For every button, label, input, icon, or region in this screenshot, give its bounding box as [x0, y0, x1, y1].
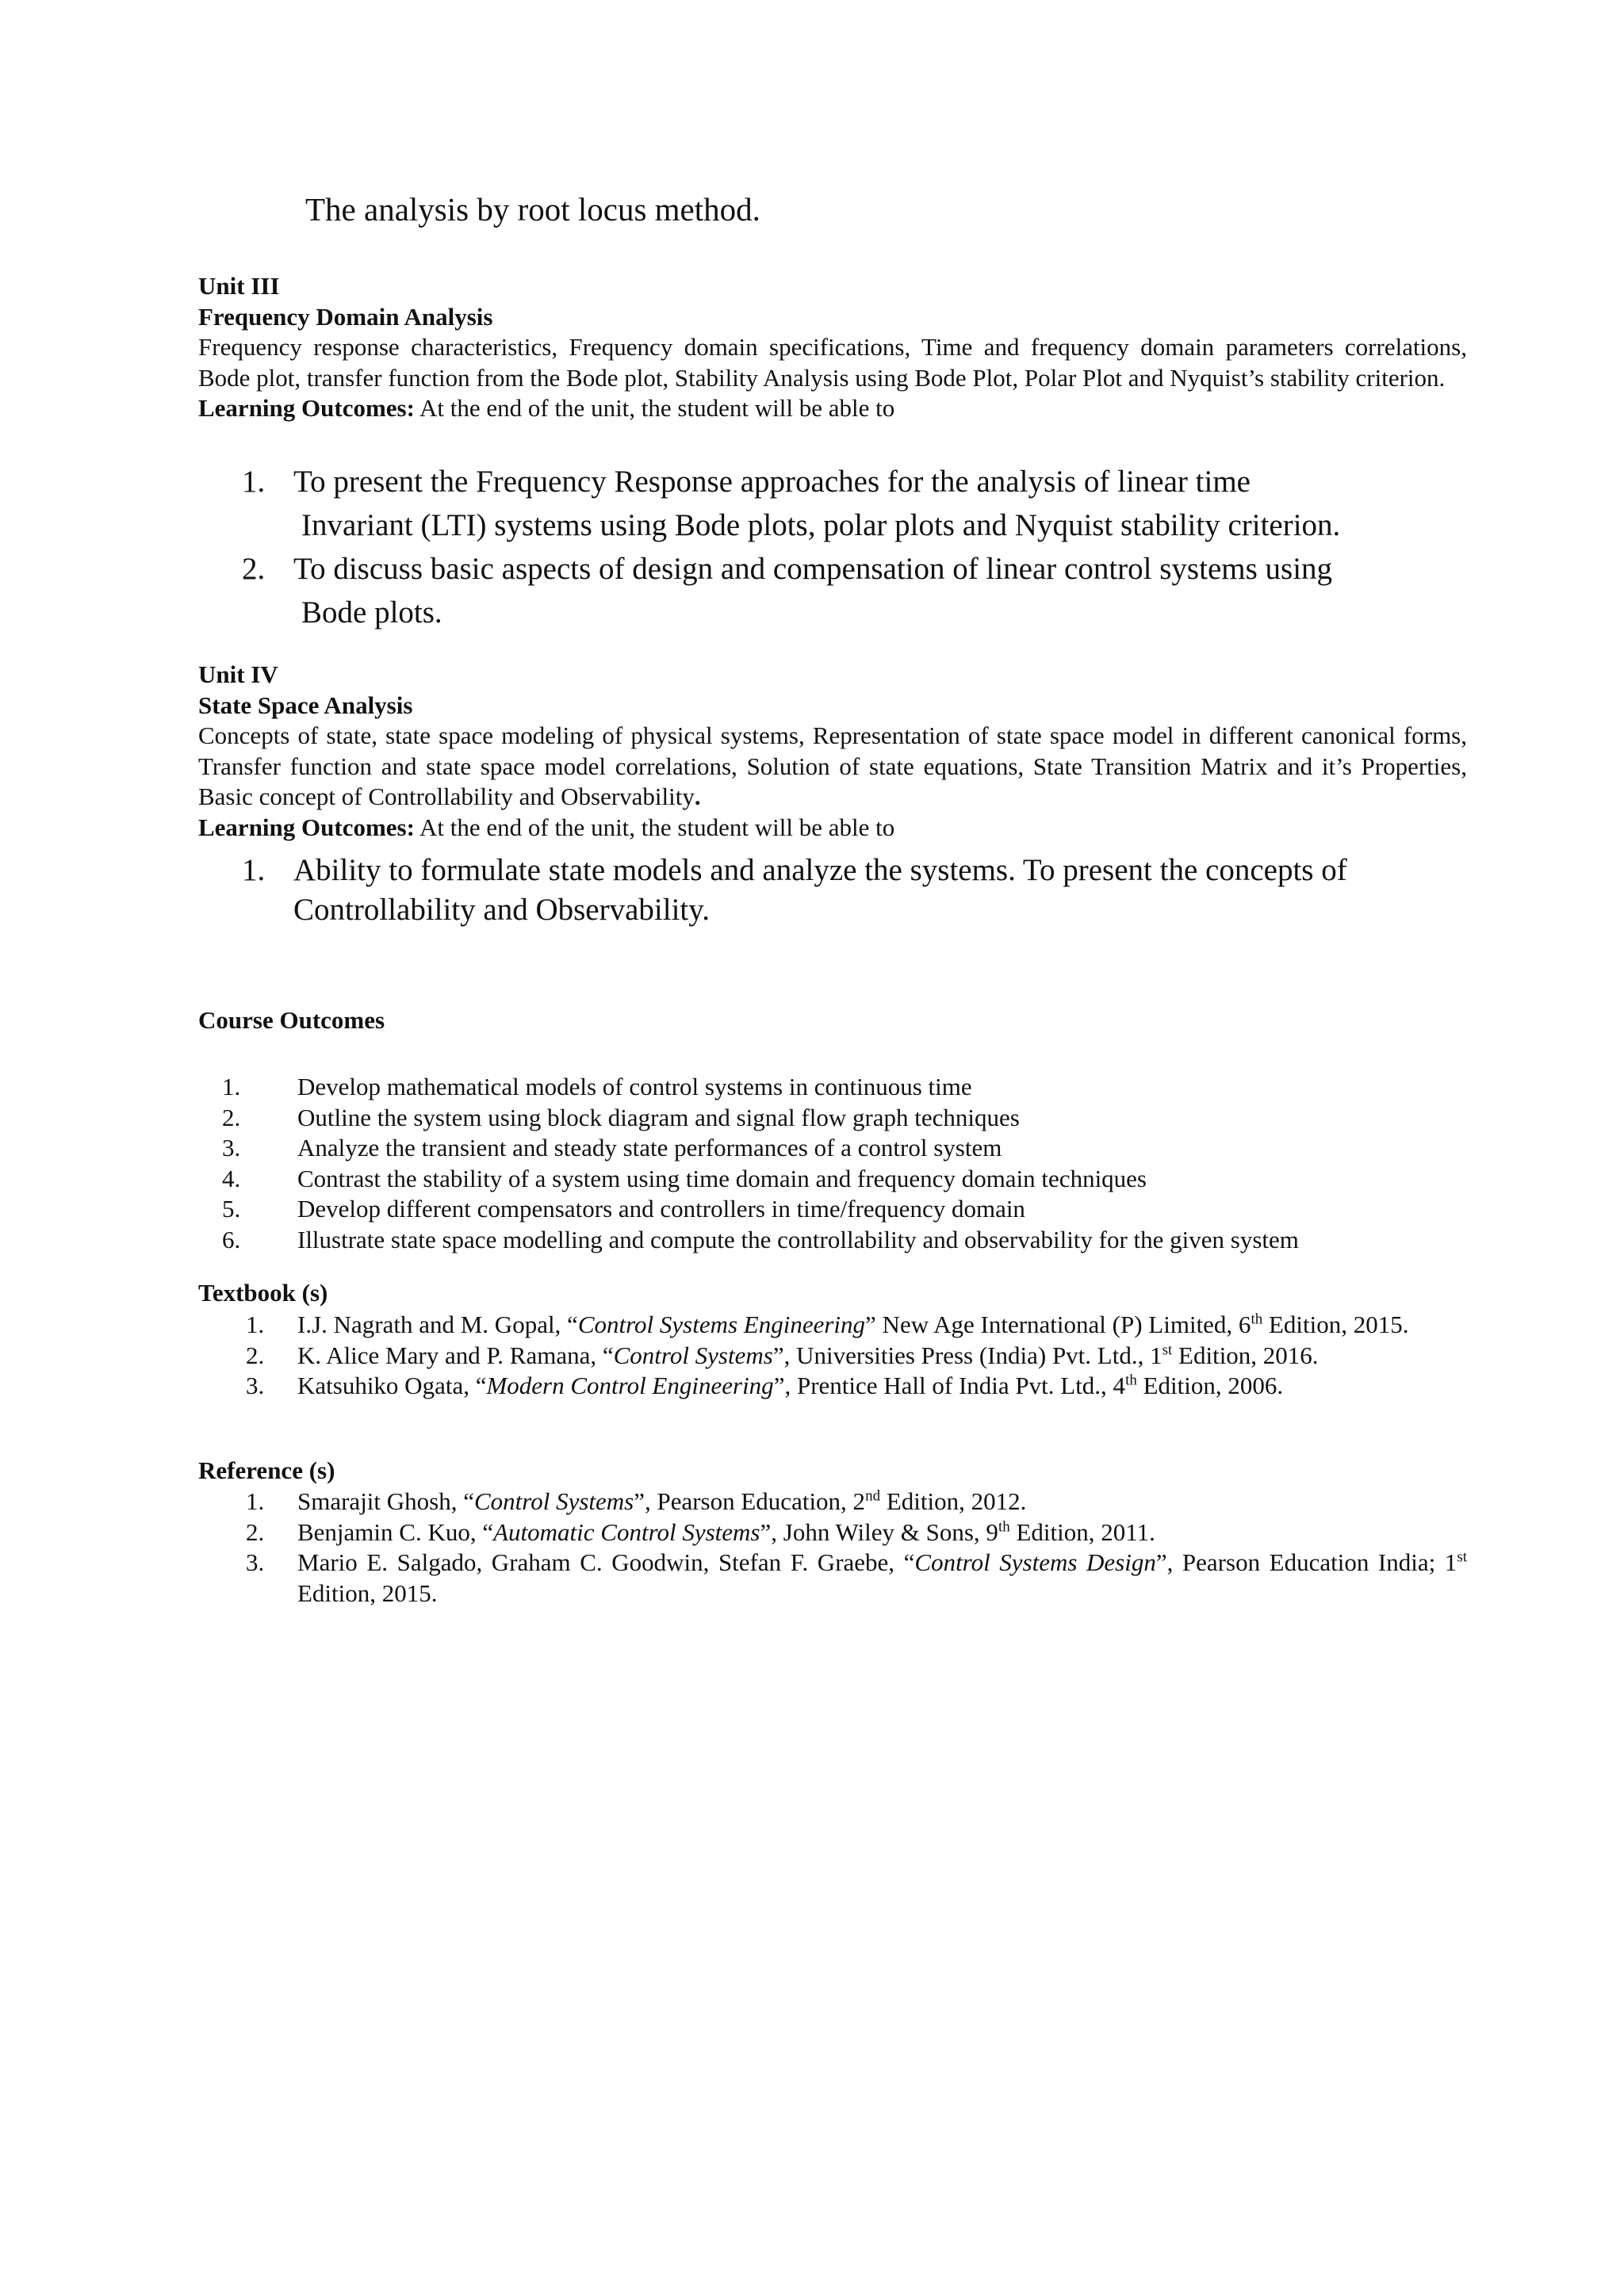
course-outcomes-list	[198, 1072, 1507, 1255]
list-text: Analyze the transient and steady state performances of a control system	[297, 1134, 1002, 1161]
citation-title: Control Systems	[613, 1341, 773, 1369]
references-list	[198, 1487, 1467, 1609]
list-text: Outline the system using block diagram and signal flow graph techniques	[297, 1103, 1020, 1131]
citation-ordinal: th	[1125, 1372, 1137, 1389]
list-item	[198, 1164, 1507, 1195]
list-item	[198, 1487, 1467, 1517]
unit-4-section	[198, 660, 1467, 843]
citation-author: Benjamin C. Kuo, “	[297, 1517, 494, 1546]
list-item	[198, 1548, 1467, 1609]
list-number: 1.	[246, 1487, 265, 1515]
citation-edition: Edition, 2015.	[297, 1578, 438, 1607]
list-item	[198, 1371, 1467, 1402]
outcome-line-1: To present the Frequency Response approaches for the analysis of linear time	[293, 465, 1251, 499]
citation-publisher: ”, Pearson Education, 2	[634, 1487, 866, 1515]
list-item	[198, 1310, 1467, 1341]
citation-author: I.J. Nagrath and M. Gopal, “	[297, 1311, 578, 1338]
list-item	[242, 547, 1511, 634]
citation-edition: Edition, 2015.	[1262, 1311, 1409, 1338]
citation-ordinal: th	[1251, 1311, 1263, 1328]
unit-4-learning-outcomes	[198, 813, 1467, 844]
unit-3-section	[198, 271, 1467, 424]
course-outcomes-title: Course Outcomes	[198, 1006, 385, 1034]
citation-author: Katsuhiko Ogata, “	[297, 1372, 487, 1399]
list-text: Develop different compensators and controllers in time/frequency domain	[297, 1195, 1025, 1223]
lo-label: Learning Outcomes:	[198, 813, 415, 841]
list-item	[198, 1133, 1507, 1164]
citation-author: K. Alice Mary and P. Ramana, “	[297, 1341, 614, 1369]
textbooks-title: Textbook (s)	[198, 1279, 328, 1307]
list-item	[198, 1103, 1507, 1134]
citation-author: Mario E. Salgado, Graham C. Goodwin, Stefan F. Graebe, “	[297, 1548, 915, 1576]
citation-title: Control Systems Design	[914, 1548, 1156, 1576]
list-number: 3.	[222, 1134, 241, 1161]
list-number: 6.	[222, 1225, 241, 1253]
list-number: 2.	[222, 1103, 241, 1131]
list-number: 3.	[246, 1548, 265, 1576]
lo-text: At the end of the unit, the student will be able to	[414, 813, 895, 841]
list-number: 2.	[246, 1341, 265, 1369]
unit-4-body-end: .	[694, 783, 701, 810]
list-number: 1.	[222, 1073, 241, 1100]
citation-ordinal: nd	[865, 1487, 881, 1505]
citation-ordinal: st	[1162, 1341, 1173, 1359]
unit-4-outcomes-list	[242, 851, 1511, 930]
textbooks-list	[198, 1310, 1467, 1402]
citation-edition: Edition, 2011.	[1009, 1517, 1155, 1546]
outcome-line-2: Controllability and Observability.	[293, 893, 710, 927]
unit-3-outcomes-list	[242, 460, 1511, 634]
unit-3-title: Frequency Domain Analysis	[198, 302, 493, 331]
list-item	[198, 1225, 1507, 1256]
list-number: 2.	[242, 552, 266, 586]
textbooks-section	[198, 1278, 1467, 1309]
unit-3-label: Unit III	[198, 272, 280, 300]
references-section	[198, 1456, 1467, 1487]
list-text: Develop mathematical models of control systems in continuous time	[297, 1073, 972, 1100]
list-number: 3.	[246, 1372, 265, 1399]
list-number: 2.	[246, 1517, 265, 1546]
outcome-line-1: To discuss basic aspects of design and compensation of linear control systems using	[293, 552, 1333, 586]
list-number: 1.	[242, 465, 266, 499]
course-outcomes-section	[198, 1005, 1467, 1036]
citation-publisher: ”, Universities Press (India) Pvt. Ltd., 1	[772, 1341, 1162, 1369]
list-number: 5.	[222, 1195, 241, 1223]
list-item	[198, 1341, 1467, 1372]
citation-publisher: ” New Age International (P) Limited, 6	[865, 1311, 1251, 1338]
citation-title: Control Systems Engineering	[577, 1311, 866, 1338]
list-item	[198, 1194, 1507, 1225]
citation-title: Automatic Control Systems	[493, 1517, 760, 1546]
list-item	[242, 460, 1511, 547]
citation-ordinal: th	[998, 1518, 1010, 1536]
outcome-line-2: Bode plots.	[301, 595, 442, 629]
list-item	[242, 851, 1511, 930]
lo-label: Learning Outcomes:	[198, 394, 415, 422]
unit-3-body: Frequency response characteristics, Frequency domain specifications, Time and frequency domain parameters correlations, Bode plot, transfer function from the Bode plot, Stability Analysis using Bode Plot, Polar Plot and Nyquist’s stability criterion.	[198, 333, 1467, 392]
lo-text: At the end of the unit, the student will be able to	[414, 394, 895, 422]
unit-4-body	[198, 721, 1467, 813]
unit-3-learning-outcomes	[198, 393, 1467, 424]
outcome-line-2: Invariant (LTI) systems using Bode plots, polar plots and Nyquist stability criterion.	[301, 508, 1341, 542]
citation-edition: Edition, 2006.	[1136, 1372, 1284, 1399]
list-text: Illustrate state space modelling and compute the controllability and observability for the given system	[297, 1225, 1299, 1253]
citation-author: Smarajit Ghosh, “	[297, 1487, 474, 1515]
citation-title: Modern Control Engineering	[486, 1372, 774, 1399]
list-item	[198, 1072, 1507, 1103]
root-locus-line: The analysis by root locus method.	[305, 191, 760, 228]
outcome-line-1: Ability to formulate state models and analyze the systems. To present the concepts of	[293, 853, 1347, 887]
list-number: 4.	[222, 1164, 241, 1192]
unit-4-title: State Space Analysis	[198, 691, 413, 719]
citation-title: Control Systems	[474, 1487, 634, 1515]
citation-edition: Edition, 2016.	[1172, 1341, 1319, 1369]
citation-publisher: ”, Pearson Education India; 1	[1155, 1548, 1457, 1576]
list-item	[198, 1517, 1467, 1548]
unit-4-label: Unit IV	[198, 660, 278, 688]
citation-ordinal: st	[1457, 1548, 1467, 1566]
list-text: Contrast the stability of a system using time domain and frequency domain techniques	[297, 1164, 1147, 1192]
references-title: Reference (s)	[198, 1456, 335, 1484]
citation-publisher: ”, Prentice Hall of India Pvt. Ltd., 4	[773, 1372, 1126, 1399]
citation-edition: Edition, 2012.	[880, 1487, 1027, 1515]
citation-publisher: ”, John Wiley & Sons, 9	[760, 1517, 998, 1546]
unit-4-body-text: Concepts of state, state space modeling of physical systems, Representation of state space model in different canonical forms, Transfer function and state space model correlations, Solution of state equations, State Transition Matrix and it’s Properties, Basic concept of Controllability and Observability	[198, 721, 1467, 810]
list-number: 1.	[246, 1311, 265, 1338]
list-number: 1.	[242, 853, 266, 887]
